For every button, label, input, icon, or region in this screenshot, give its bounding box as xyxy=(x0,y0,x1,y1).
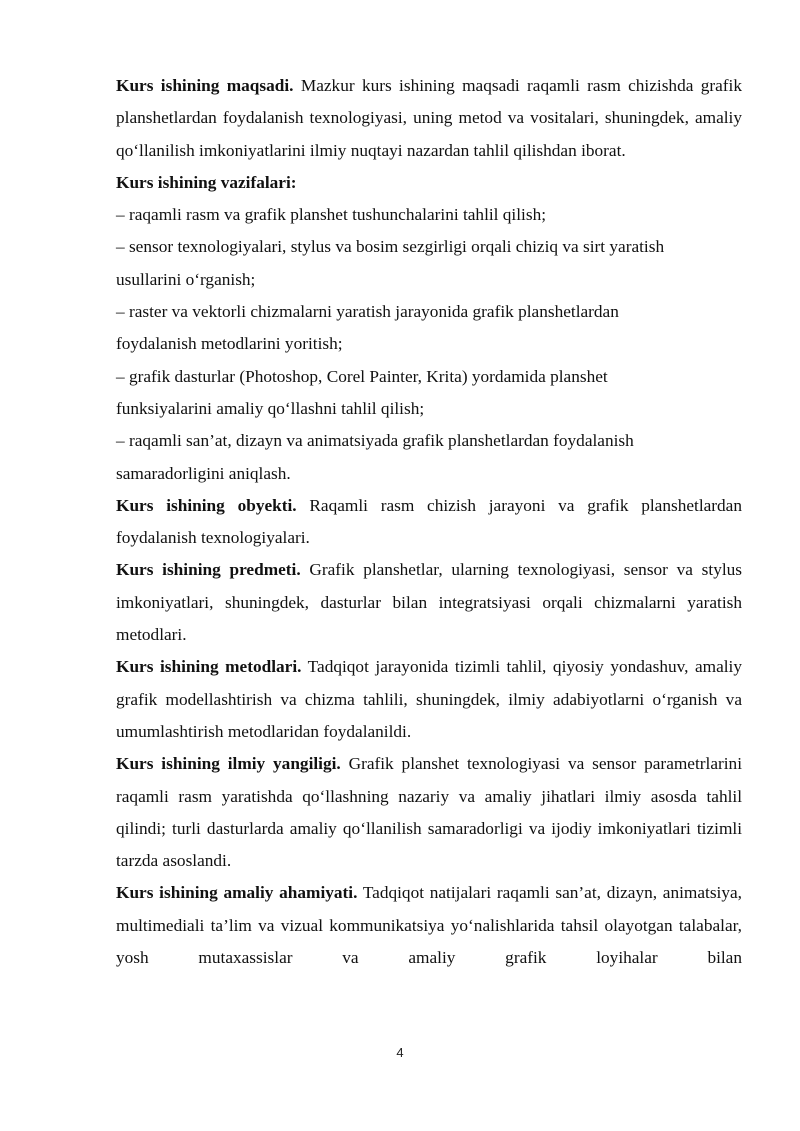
page-number: 4 xyxy=(396,1045,404,1060)
heading-yangilik: Kurs ishining ilmiy yangiligi. xyxy=(116,754,341,774)
heading-obyekt: Kurs ishining obyekti. xyxy=(116,495,297,515)
heading-vazifalar: Kurs ishining vazifalari: xyxy=(116,172,297,192)
text-obyekt: Raqamli rasm chizish jarayoni va grafik planshetlardan foydalanish texnologiyalari. xyxy=(116,495,742,548)
heading-metodlar: Kurs ishining metodlari. xyxy=(116,657,302,677)
heading-predmet: Kurs ishining predmeti. xyxy=(116,560,301,580)
text-maqsad: Mazkur kurs ishining maqsadi raqamli rasm chizishda grafik planshetlardan foydalanish texnologiyasi, uning metod va vositalari, shuningdek, amaliy qo‘llanilish imkoniyatlarini ilmiy nuqtayi nazardan tahlil qilishdan iborat. xyxy=(116,76,742,160)
list-item-vazifa-5: – raqamli san’at, dizayn va animatsiyada grafik planshetlardan foydalanish samaradorligini aniqlash. xyxy=(116,431,634,483)
text-predmet: Grafik planshetlar, ularning texnologiyasi, sensor va stylus imkoniyatlari, shuningdek, dasturlar bilan integratsiyasi orqali chizmalarni yaratish metodlari. xyxy=(116,560,742,645)
heading-ahamiyat: Kurs ishining amaliy ahamiyati. xyxy=(116,883,358,903)
paragraph-yangilik xyxy=(116,748,742,877)
list-item-vazifa-3: – raster va vektorli chizmalarni yaratish jarayonida grafik planshetlardan foydalanish metodlarini yoritish; xyxy=(116,302,619,354)
paragraph-metodlar xyxy=(116,651,742,748)
list-item-vazifa-4: – grafik dasturlar (Photoshop, Corel Painter, Krita) yordamida planshet funksiyalarini amaliy qo‘llashni tahlil qilish; xyxy=(116,366,608,418)
paragraph-obyekt xyxy=(116,490,742,555)
list-item-vazifa-2: – sensor texnologiyalari, stylus va bosim sezgirligi orqali chiziq va sirt yaratish usullarini o‘rganish; xyxy=(116,237,665,289)
text-metodlar: Tadqiqot jarayonida tizimli tahlil, qiyosiy yondashuv, amaliy grafik modellashtirish va chizma tahlili, shuningdek, ilmiy adabiyotlarni o‘rganish va umumlashtirish metodlaridan foydalanildi. xyxy=(116,657,743,741)
paragraph-ahamiyat xyxy=(116,877,742,974)
document-page xyxy=(116,70,742,974)
paragraph-maqsad xyxy=(116,70,742,167)
paragraph-predmet xyxy=(116,554,742,651)
text-yangilik: Grafik planshet texnologiyasi va sensor parametrlarini raqamli rasm yaratishda qo‘llashning nazariy va amaliy jihatlari ilmiy asosda tahlil qilindi; turli dasturlarda amaliy qo‘llanilish samaradorligi va ijodiy imkoniyatlari tizimli tarzda asoslandi. xyxy=(116,754,742,871)
list-item-vazifa-1: – raqamli rasm va grafik planshet tushunchalarini tahlil qilish; xyxy=(116,205,547,225)
heading-maqsad: Kurs ishining maqsadi. xyxy=(116,76,294,95)
text-ahamiyat: Tadqiqot natijalari raqamli san’at, dizayn, animatsiya, multimediali ta’lim va vizual kommunikatsiya yo‘nalishlarida tahsil olayotgan talabalar, yosh mutaxassislar va amaliy grafik loyihalar bilan xyxy=(116,883,742,968)
